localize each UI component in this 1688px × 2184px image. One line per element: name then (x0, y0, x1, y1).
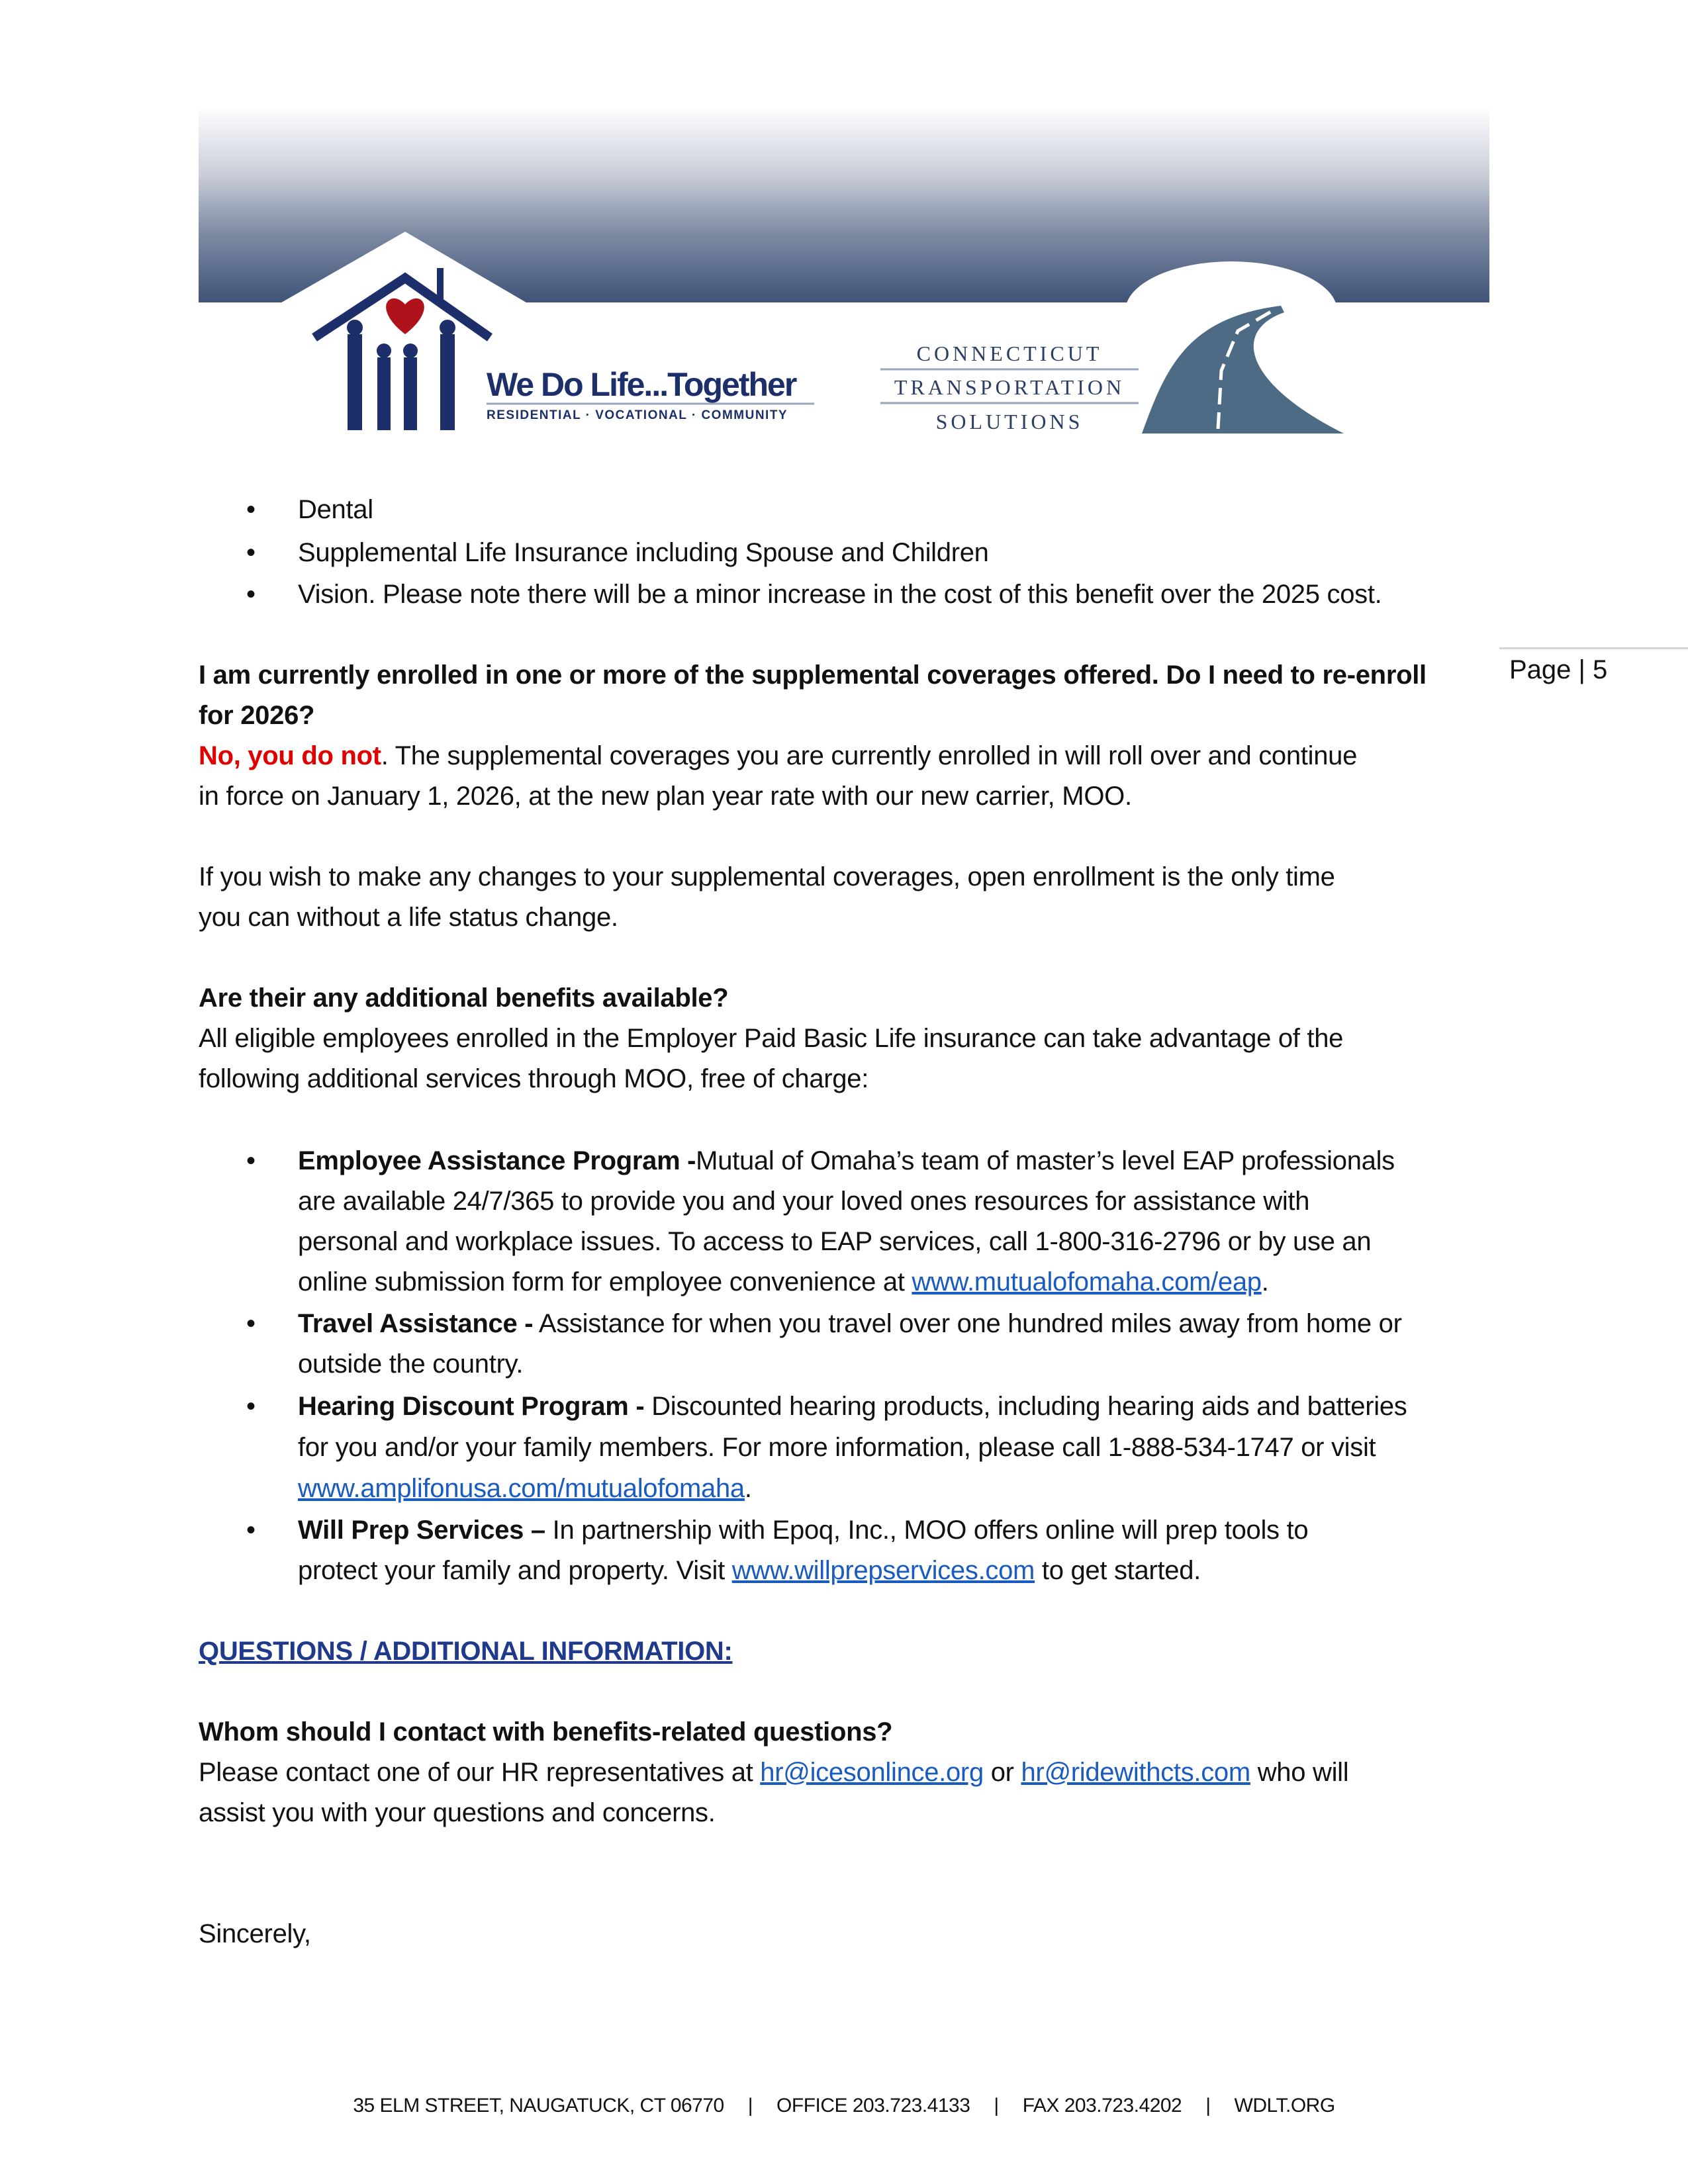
service-text: for you and/or your family members. For more information, please call 1-888-534-1747 or visit (298, 1433, 1376, 1462)
logo2-line1: CONNECTICUT (916, 341, 1103, 365)
service-text: In partnership with Epoq, Inc., MOO offers online will prep tools to (545, 1516, 1309, 1545)
bullet: • (246, 1392, 256, 1421)
service-hearing (298, 1387, 1407, 1427)
footer: 35 ELM STREET, NAUGATUCK, CT 06770 | OFFICE 203.723.4133 | FAX 203.723.4202 | WDLT.ORG (353, 2095, 1335, 2116)
eap-link[interactable]: www.mutualofomaha.com/eap (912, 1267, 1262, 1297)
service-text: www.amplifonusa.com/mutualofomaha. (298, 1474, 752, 1503)
logo2-line3: SOLUTIONS (935, 410, 1084, 433)
service-eap (298, 1141, 1395, 1181)
service-text: online submission form for employee convenience at www.mutualofomaha.com/eap. (298, 1267, 1269, 1297)
service-title: Will Prep Services – (298, 1516, 545, 1545)
question-contact: Whom should I contact with benefits-related questions? (199, 1717, 893, 1747)
answer-no: No, you do not (199, 741, 381, 770)
service-text: personal and workplace issues. To access to EAP services, call 1-800-316-2796 or by use an (298, 1227, 1372, 1256)
additional-text: All eligible employees enrolled in the Employer Paid Basic Life insurance can take advantage of the (199, 1024, 1344, 1053)
service-title: Hearing Discount Program - (298, 1392, 645, 1421)
service-text: protect your family and property. Visit www.willprepservices.com to get started. (298, 1556, 1201, 1585)
email-link-1[interactable]: hr@icesonlince.org (760, 1758, 984, 1787)
additional-text-cont: following additional services through MOO, free of charge: (199, 1064, 869, 1093)
bullet: • (246, 580, 256, 609)
bullet: • (246, 1146, 256, 1175)
service-willprep (298, 1510, 1308, 1551)
questions-heading: QUESTIONS / ADDITIONAL INFORMATION: (199, 1637, 733, 1666)
footer-office: OFFICE 203.723.4133 (776, 2095, 970, 2116)
logo1-tagline: RESIDENTIAL · VOCATIONAL · COMMUNITY (487, 408, 788, 422)
page-number-rule (1499, 647, 1688, 649)
service-travel (298, 1304, 1402, 1344)
question-reenroll-cont: for 2026? (199, 701, 315, 730)
answer-text-cont: in force on January 1, 2026, at the new plan year rate with our new carrier, MOO. (199, 782, 1132, 811)
bullet: • (246, 1516, 256, 1545)
amplifon-link[interactable]: www.amplifonusa.com/mutualofomaha (298, 1474, 745, 1503)
bullet-item: Dental (298, 495, 373, 524)
contact-text: Please contact one of our HR representatives at hr@icesonlince.org or hr@ridewithcts.com who will (199, 1758, 1349, 1787)
footer-address: 35 ELM STREET, NAUGATUCK, CT 06770 (353, 2095, 724, 2116)
service-text: Assistance for when you travel over one hundred miles away from home or (533, 1309, 1402, 1338)
service-text: Mutual of Omaha’s team of master’s level EAP professionals (696, 1146, 1395, 1175)
header-logos (0, 0, 1688, 463)
service-title: Travel Assistance - (298, 1309, 534, 1338)
question-reenroll: I am currently enrolled in one or more of the supplemental coverages offered. Do I need to re-enroll (199, 660, 1427, 690)
bullet-item: Supplemental Life Insurance including Spouse and Children (298, 538, 989, 567)
question-additional: Are their any additional benefits available? (199, 983, 729, 1013)
answer-reenroll (199, 736, 1357, 776)
closing: Sincerely, (199, 1919, 311, 1948)
changes-text: If you wish to make any changes to your supplemental coverages, open enrollment is the only time (199, 862, 1335, 891)
logo2-line2: TRANSPORTATION (894, 375, 1125, 399)
bullet: • (246, 538, 256, 567)
answer-text: . The supplemental coverages you are currently enrolled in will roll over and continue (381, 741, 1358, 770)
footer-website: WDLT.ORG (1234, 2095, 1335, 2116)
footer-fax: FAX 203.723.4202 (1022, 2095, 1182, 2116)
service-text: outside the country. (298, 1349, 524, 1379)
page-number: Page | 5 (1509, 655, 1608, 684)
service-text: Discounted hearing products, including hearing aids and batteries (644, 1392, 1407, 1421)
service-text: are available 24/7/365 to provide you and your loved ones resources for assistance with (298, 1187, 1310, 1216)
contact-text-cont: assist you with your questions and concerns. (199, 1798, 716, 1827)
bullet: • (246, 1309, 256, 1338)
changes-text-cont: you can without a life status change. (199, 903, 618, 932)
email-link-2[interactable]: hr@ridewithcts.com (1021, 1758, 1250, 1787)
bullet-item: Vision. Please note there will be a minor increase in the cost of this benefit over the 2025 cost. (298, 580, 1382, 609)
willprep-link[interactable]: www.willprepservices.com (731, 1556, 1035, 1585)
service-title: Employee Assistance Program - (298, 1146, 696, 1175)
logo1-title: We Do Life...Together (487, 366, 796, 403)
bullet: • (246, 495, 256, 524)
